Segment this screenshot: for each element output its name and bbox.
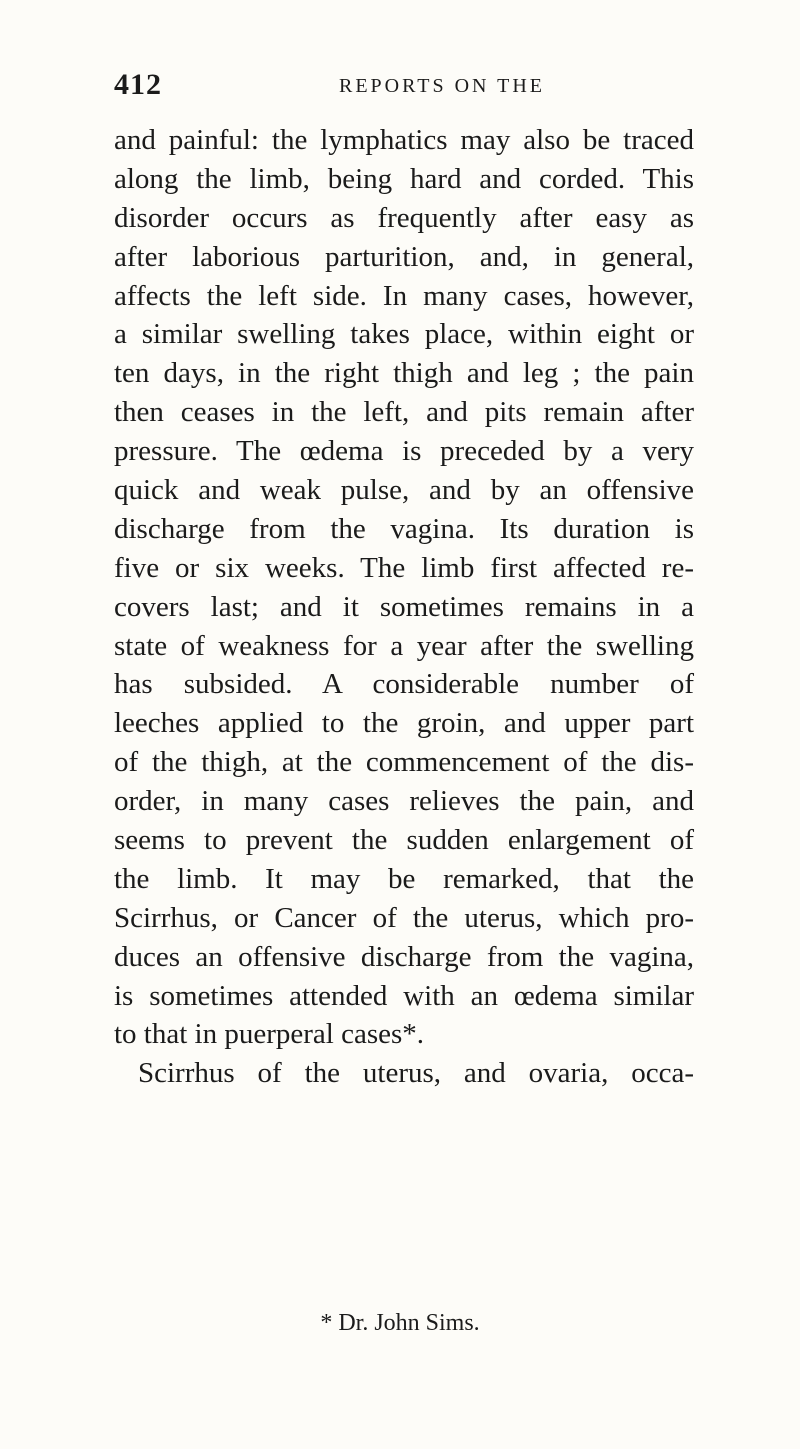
text-line: then ceases in the left, and pits remain after bbox=[114, 396, 694, 429]
text-line: duces an offensive discharge from the vagina, bbox=[114, 940, 694, 973]
text-line: the limb. It may be remarked, that the bbox=[114, 862, 694, 895]
text-line: after laborious parturition, and, in general, bbox=[114, 240, 694, 273]
text-line: pressure. The œdema is preceded by a very bbox=[114, 435, 694, 468]
text-line: five or six weeks. The limb first affected re- bbox=[114, 551, 694, 584]
footnote: * Dr. John Sims. bbox=[320, 1310, 480, 1336]
text-line: covers last; and it sometimes remains in a bbox=[114, 590, 694, 623]
text-line: affects the left side. In many cases, however, bbox=[114, 279, 694, 312]
running-title: REPORTS ON THE bbox=[339, 75, 546, 97]
text-line: disorder occurs as frequently after easy as bbox=[114, 201, 694, 234]
body-text bbox=[114, 121, 694, 1093]
text-line: order, in many cases relieves the pain, and bbox=[114, 785, 694, 818]
text-line: state of weakness for a year after the swelling bbox=[114, 629, 694, 662]
text-line: is sometimes attended with an œdema similar bbox=[114, 979, 694, 1012]
text-line: Scirrhus, or Cancer of the uterus, which pro- bbox=[114, 901, 694, 934]
text-line: Scirrhus of the uterus, and ovaria, occa- bbox=[138, 1057, 694, 1090]
text-line: to that in puerperal cases*. bbox=[114, 1018, 425, 1051]
text-line: ten days, in the right thigh and leg ; the pain bbox=[114, 357, 694, 390]
text-line: leeches applied to the groin, and upper part bbox=[114, 707, 694, 740]
text-line: a similar swelling takes place, within eight or bbox=[114, 318, 694, 351]
text-line: quick and weak pulse, and by an offensive bbox=[114, 474, 694, 507]
text-line: and painful: the lymphatics may also be traced bbox=[114, 124, 694, 156]
text-line: along the limb, being hard and corded. This bbox=[114, 162, 694, 195]
running-head bbox=[114, 68, 694, 108]
text-line: seems to prevent the sudden enlargement of bbox=[114, 824, 694, 857]
text-line: has subsided. A considerable number of bbox=[114, 668, 694, 701]
text-line: discharge from the vagina. Its duration is bbox=[114, 512, 694, 545]
page-number: 412 bbox=[114, 68, 162, 101]
text-line: of the thigh, at the commencement of the dis- bbox=[114, 746, 694, 779]
